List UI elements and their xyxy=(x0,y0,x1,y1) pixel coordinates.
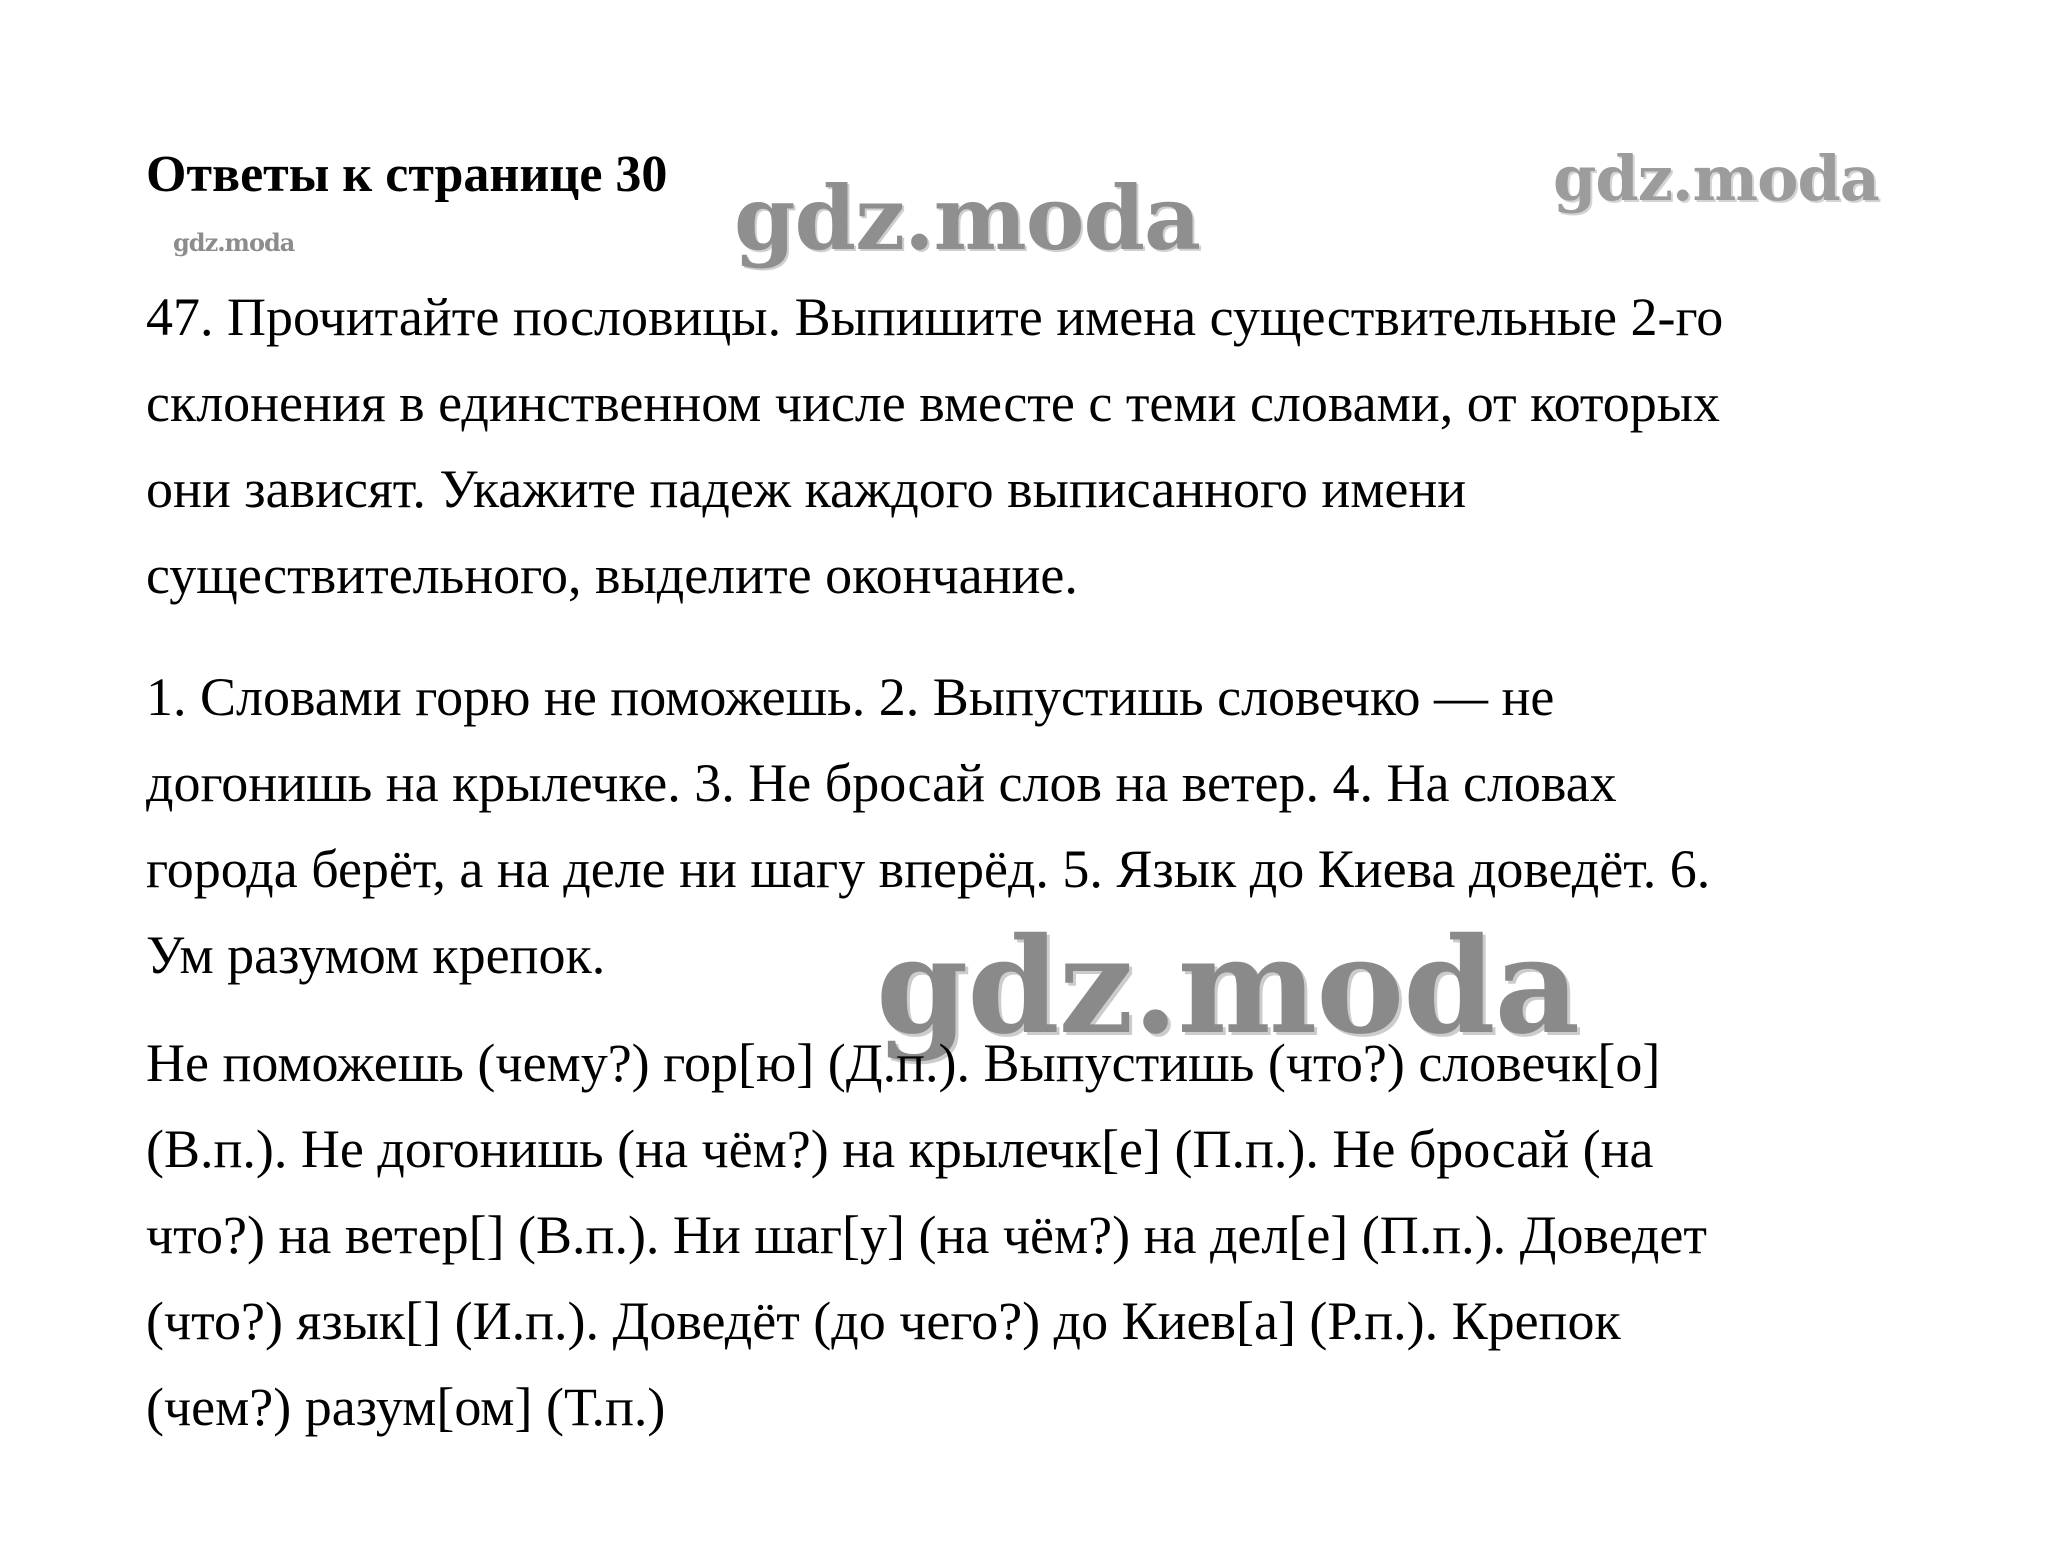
answer-line: что?) на ветер[] (В.п.). Ни шаг[у] (на чём?) на дел[е] (П.п.). Доведет xyxy=(146,1205,1707,1265)
watermark-logo: gdz.moda xyxy=(173,228,295,257)
proverb-line: 1. Словами горю не поможешь. 2. Выпустишь словечко — не xyxy=(146,667,1555,727)
task-line: склонения в единственном числе вместе с теми словами, от которых xyxy=(146,373,1721,433)
watermark-logo: gdz.moda xyxy=(734,166,1201,270)
proverb-line: догонишь на крылечке. 3. Не бросай слов на ветер. 4. На словах xyxy=(146,753,1617,813)
task-line: 47. Прочитайте пословицы. Выпишите имена существительные 2-го xyxy=(146,287,1724,347)
answer-line: (что?) язык[] (И.п.). Доведёт (до чего?) до Киев[а] (Р.п.). Крепок xyxy=(146,1291,1621,1351)
proverb-line: Ум разумом крепок. xyxy=(146,925,606,985)
proverb-line: города берёт, а на деле ни шагу вперёд. 5. Язык до Киева доведёт. 6. xyxy=(146,839,1711,899)
answer-line: (чем?) разум[ом] (Т.п.) xyxy=(146,1377,666,1437)
task-line: они зависят. Укажите падеж каждого выписанного имени xyxy=(146,459,1467,519)
watermark-logo: gdz.moda xyxy=(1553,142,1879,215)
page-heading: Ответы к странице 30 xyxy=(146,146,668,203)
answer-paragraph xyxy=(146,1020,1906,1450)
watermark-logo: gdz.moda xyxy=(876,909,1580,1064)
answer-line: Не поможешь (чему?) гор[ю] (Д.п.). Выпустишь (что?) словечк[о] xyxy=(146,1033,1661,1093)
task-paragraph xyxy=(146,274,1906,618)
task-line: существительного, выделите окончание. xyxy=(146,545,1078,605)
answer-line: (В.п.). Не догонишь (на чём?) на крылечк[е] (П.п.). Не бросай (на xyxy=(146,1119,1654,1179)
